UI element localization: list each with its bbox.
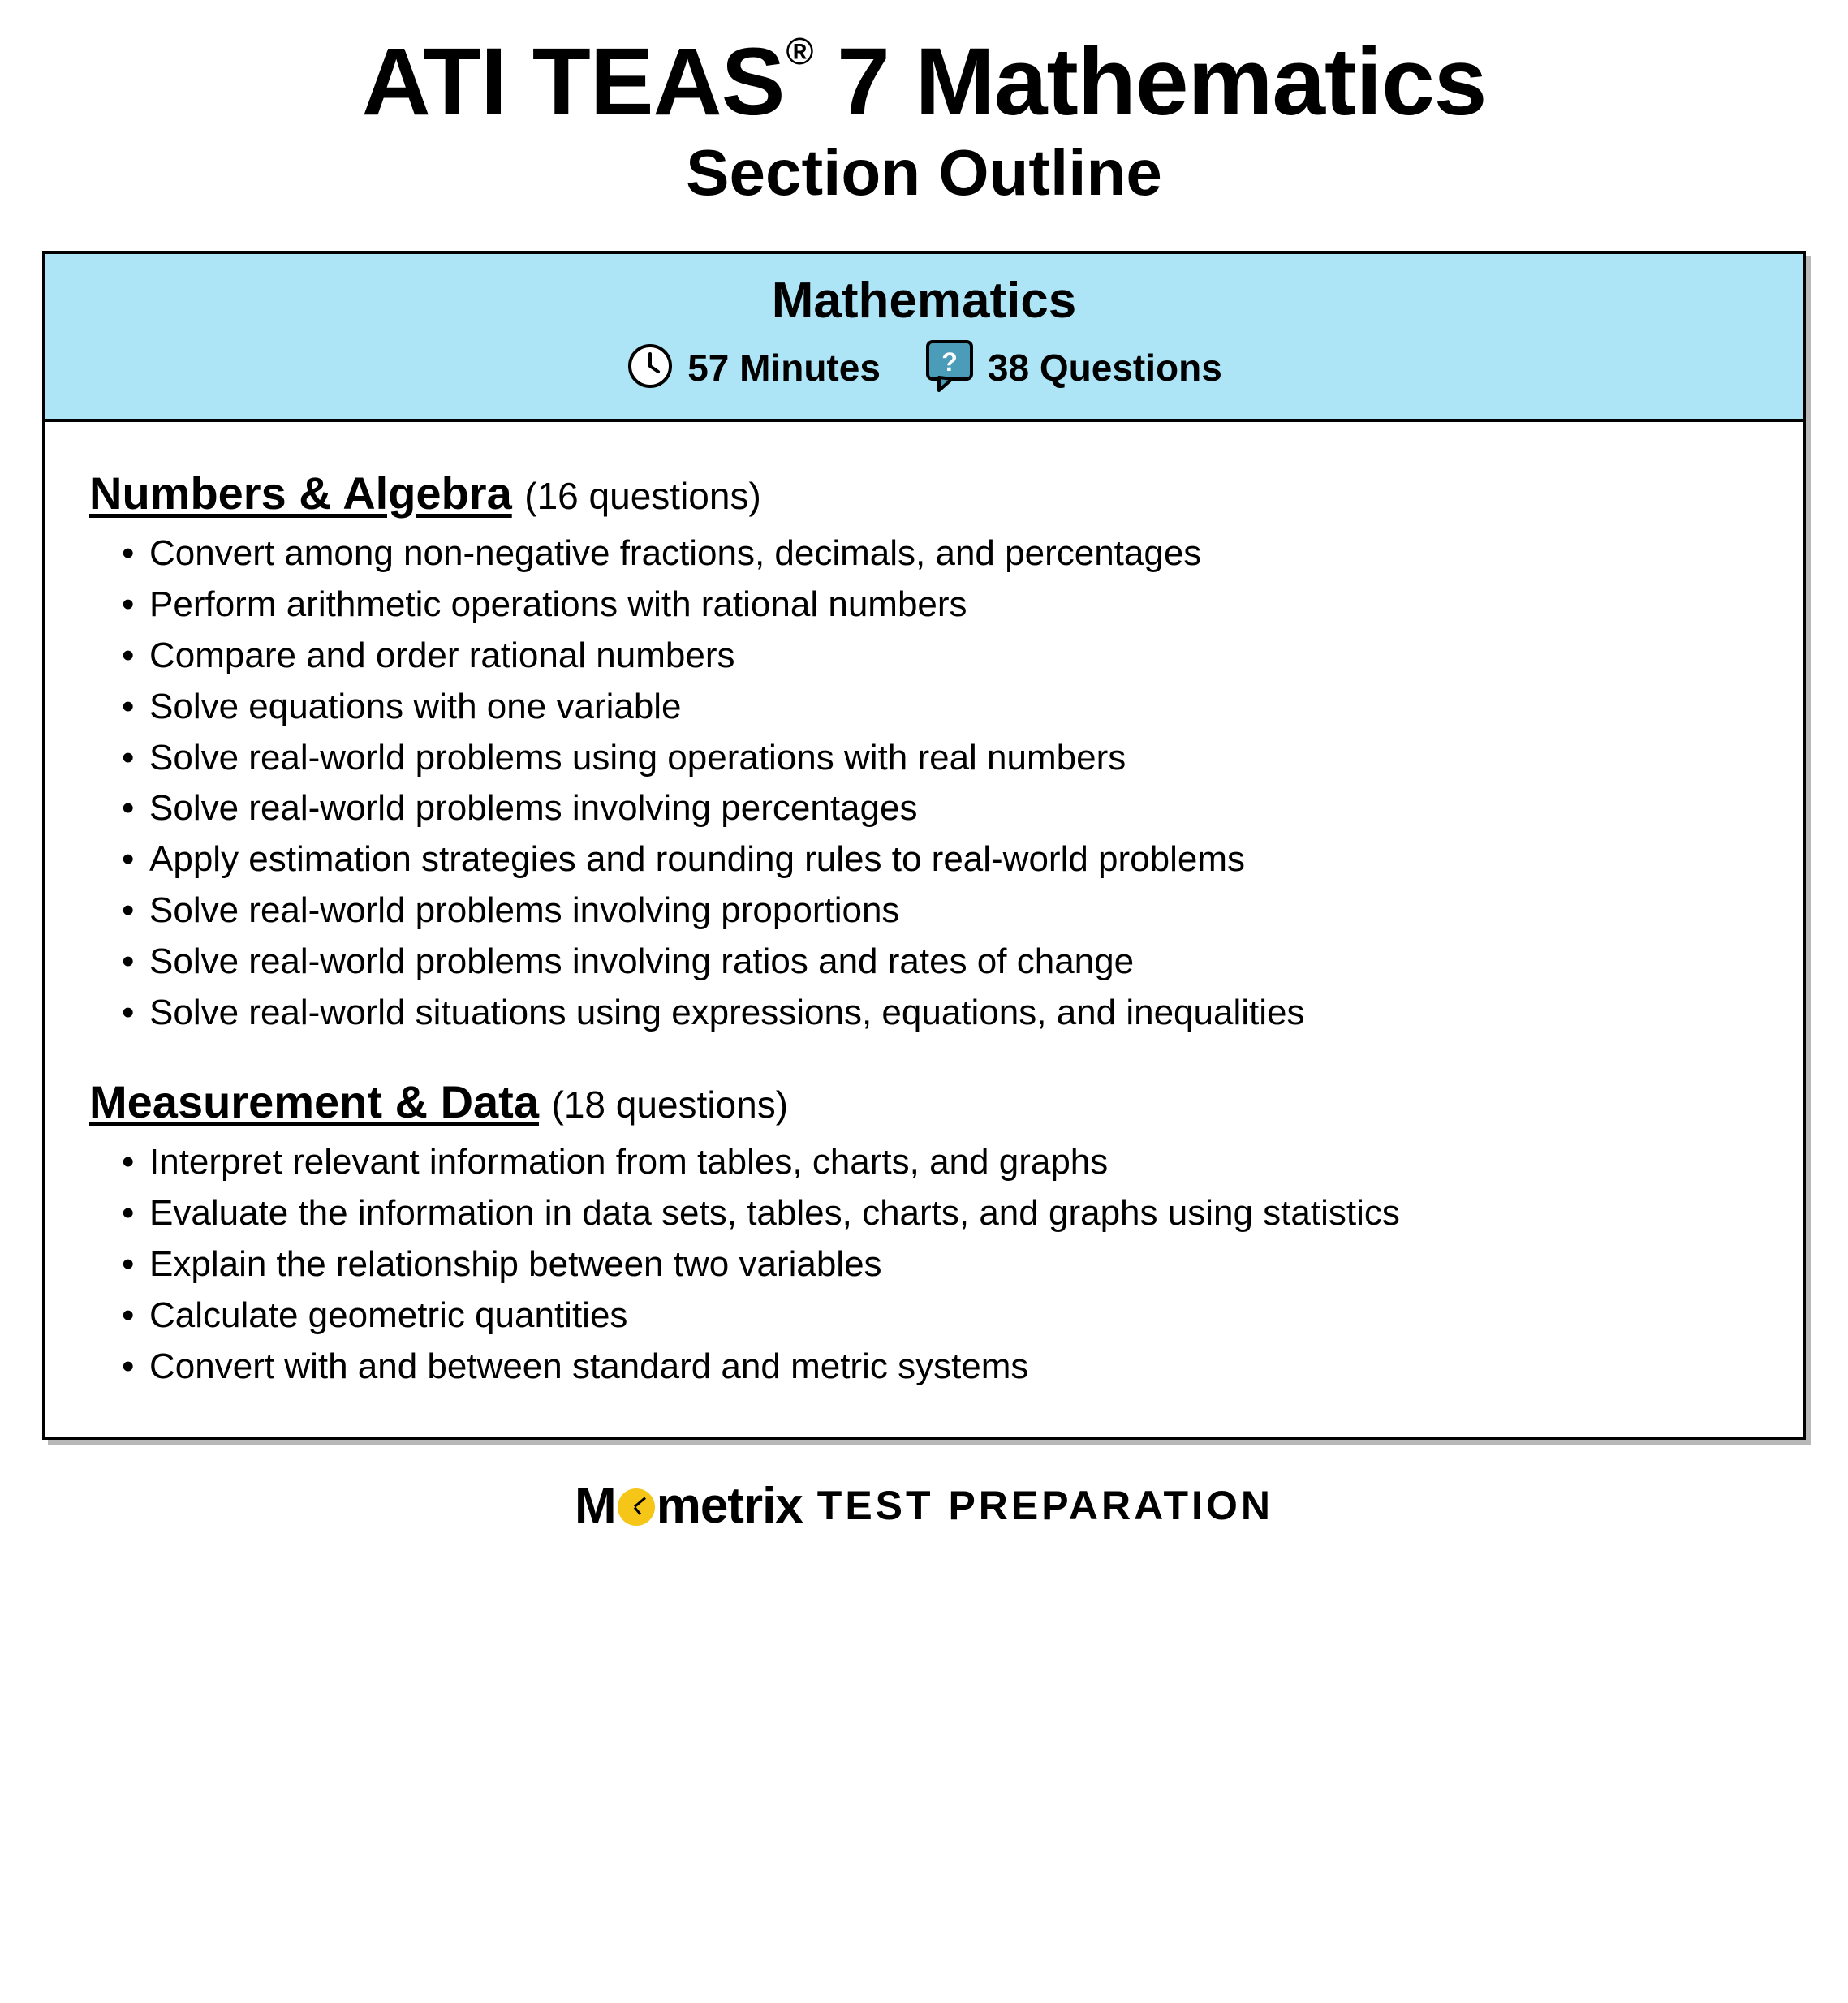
domain-name: Numbers & Algebra — [89, 467, 512, 519]
list-item: • Perform arithmetic operations with rational numbers — [122, 579, 1759, 631]
questions-meta — [924, 338, 1222, 398]
list-item: • Convert among non-negative fractions, decimals, and percentages — [122, 528, 1759, 579]
domain-title — [89, 466, 1759, 520]
mometrix-wordmark — [575, 1477, 803, 1535]
list-item: • Solve real-world problems involving ratios and rates of change — [122, 937, 1759, 988]
footer-logo — [42, 1477, 1806, 1562]
list-item: • Solve real-world situations using expressions, equations, and inequalities — [122, 988, 1759, 1039]
section-outline-card — [42, 251, 1806, 1439]
card-body — [45, 422, 1803, 1437]
svg-text:?: ? — [941, 347, 958, 377]
title-block — [42, 0, 1806, 209]
objective-list — [89, 528, 1759, 1039]
list-item: • Apply estimation strategies and rounding rules to real-world problems — [122, 834, 1759, 885]
domain-title — [89, 1075, 1759, 1129]
footer-tagline: TEST PREPARATION — [816, 1483, 1273, 1529]
domain-question-count: (16 questions) — [524, 474, 761, 517]
page-title-pre: ATI TEAS — [361, 28, 785, 136]
card-header — [45, 254, 1803, 421]
compass-dot-icon — [618, 1488, 655, 1526]
list-item: • Solve real-world problems using operations with real numbers — [122, 733, 1759, 784]
page-title-post: 7 Mathematics — [811, 28, 1487, 136]
logo-text-part1: M — [575, 1477, 616, 1534]
domain-block-numbers-algebra — [89, 466, 1759, 1039]
time-meta — [626, 342, 881, 394]
list-item: • Explain the relationship between two variables — [122, 1239, 1759, 1290]
questions-label: 38 Questions — [987, 347, 1222, 390]
list-item: • Convert with and between standard and metric systems — [122, 1342, 1759, 1393]
domain-block-measurement-data — [89, 1075, 1759, 1393]
list-item: • Solve real-world problems involving percentages — [122, 783, 1759, 834]
domain-name: Measurement & Data — [89, 1075, 539, 1127]
list-item: • Compare and order rational numbers — [122, 631, 1759, 682]
domain-question-count: (18 questions) — [551, 1083, 789, 1126]
list-item: • Solve real-world problems involving proportions — [122, 885, 1759, 937]
page-subtitle: Section Outline — [686, 136, 1162, 209]
objective-list — [89, 1137, 1759, 1393]
logo-text-part2: metrix — [656, 1477, 803, 1534]
page-title — [42, 28, 1806, 136]
time-label: 57 Minutes — [687, 347, 881, 390]
section-title: Mathematics — [771, 273, 1077, 330]
list-item: • Calculate geometric quantities — [122, 1290, 1759, 1342]
clock-icon — [626, 342, 674, 394]
list-item: • Solve equations with one variable — [122, 682, 1759, 733]
section-meta-row — [54, 338, 1794, 398]
question-bubble-icon — [924, 338, 975, 398]
registered-mark: ® — [786, 29, 813, 72]
list-item: • Evaluate the information in data sets, tables, charts, and graphs using statistics — [122, 1188, 1759, 1239]
list-item: • Interpret relevant information from tables, charts, and graphs — [122, 1137, 1759, 1188]
